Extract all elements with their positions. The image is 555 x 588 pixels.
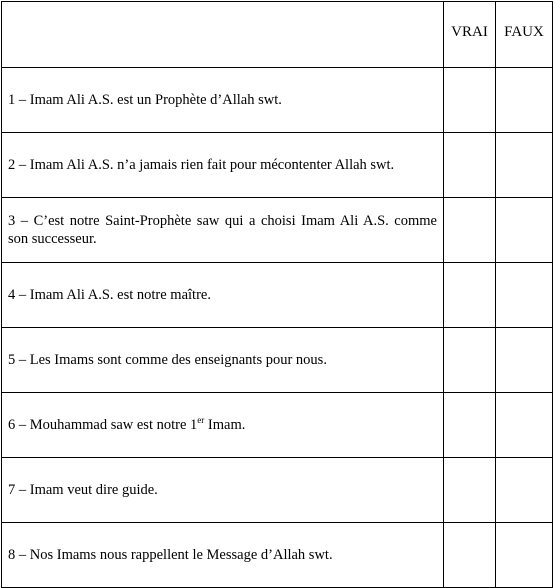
vrai-checkbox-7[interactable] bbox=[444, 458, 496, 523]
vrai-checkbox-6[interactable] bbox=[444, 393, 496, 458]
statement-7: 7 – Imam veut dire guide. bbox=[2, 458, 444, 523]
vrai-checkbox-5[interactable] bbox=[444, 328, 496, 393]
statement-6-tail: Imam. bbox=[204, 417, 246, 433]
faux-header: FAUX bbox=[496, 2, 553, 68]
statement-6-superscript: er bbox=[197, 415, 205, 426]
statement-2: 2 – Imam Ali A.S. n’a jamais rien fait pour mécontenter Allah swt. bbox=[2, 133, 444, 198]
question-row-2 bbox=[2, 133, 553, 198]
faux-checkbox-1[interactable] bbox=[496, 68, 553, 133]
statement-header bbox=[2, 2, 444, 68]
faux-checkbox-3[interactable] bbox=[496, 198, 553, 263]
question-row-3 bbox=[2, 198, 553, 263]
header-row bbox=[2, 2, 553, 68]
faux-checkbox-6[interactable] bbox=[496, 393, 553, 458]
question-row-6 bbox=[2, 393, 553, 458]
question-row-7 bbox=[2, 458, 553, 523]
statement-5: 5 – Les Imams sont comme des enseignants pour nous. bbox=[2, 328, 444, 393]
faux-checkbox-8[interactable] bbox=[496, 523, 553, 588]
vrai-checkbox-3[interactable] bbox=[444, 198, 496, 263]
question-row-4 bbox=[2, 263, 553, 328]
vrai-checkbox-4[interactable] bbox=[444, 263, 496, 328]
statement-3: 3 – C’est notre Saint-Prophète saw qui a choisi Imam Ali A.S. comme son successeur. bbox=[2, 198, 444, 263]
true-false-table bbox=[1, 1, 553, 588]
vrai-checkbox-2[interactable] bbox=[444, 133, 496, 198]
vrai-checkbox-8[interactable] bbox=[444, 523, 496, 588]
question-row-5 bbox=[2, 328, 553, 393]
question-row-1 bbox=[2, 68, 553, 133]
statement-8: 8 – Nos Imams nous rappellent le Message d’Allah swt. bbox=[2, 523, 444, 588]
statement-6 bbox=[2, 393, 444, 458]
vrai-header: VRAI bbox=[444, 2, 496, 68]
vrai-checkbox-1[interactable] bbox=[444, 68, 496, 133]
statement-1: 1 – Imam Ali A.S. est un Prophète d’Allah swt. bbox=[2, 68, 444, 133]
statement-4: 4 – Imam Ali A.S. est notre maître. bbox=[2, 263, 444, 328]
faux-checkbox-4[interactable] bbox=[496, 263, 553, 328]
statement-6-main: 6 – Mouhammad saw est notre 1 bbox=[8, 417, 198, 433]
faux-checkbox-5[interactable] bbox=[496, 328, 553, 393]
faux-checkbox-2[interactable] bbox=[496, 133, 553, 198]
question-row-8 bbox=[2, 523, 553, 588]
faux-checkbox-7[interactable] bbox=[496, 458, 553, 523]
